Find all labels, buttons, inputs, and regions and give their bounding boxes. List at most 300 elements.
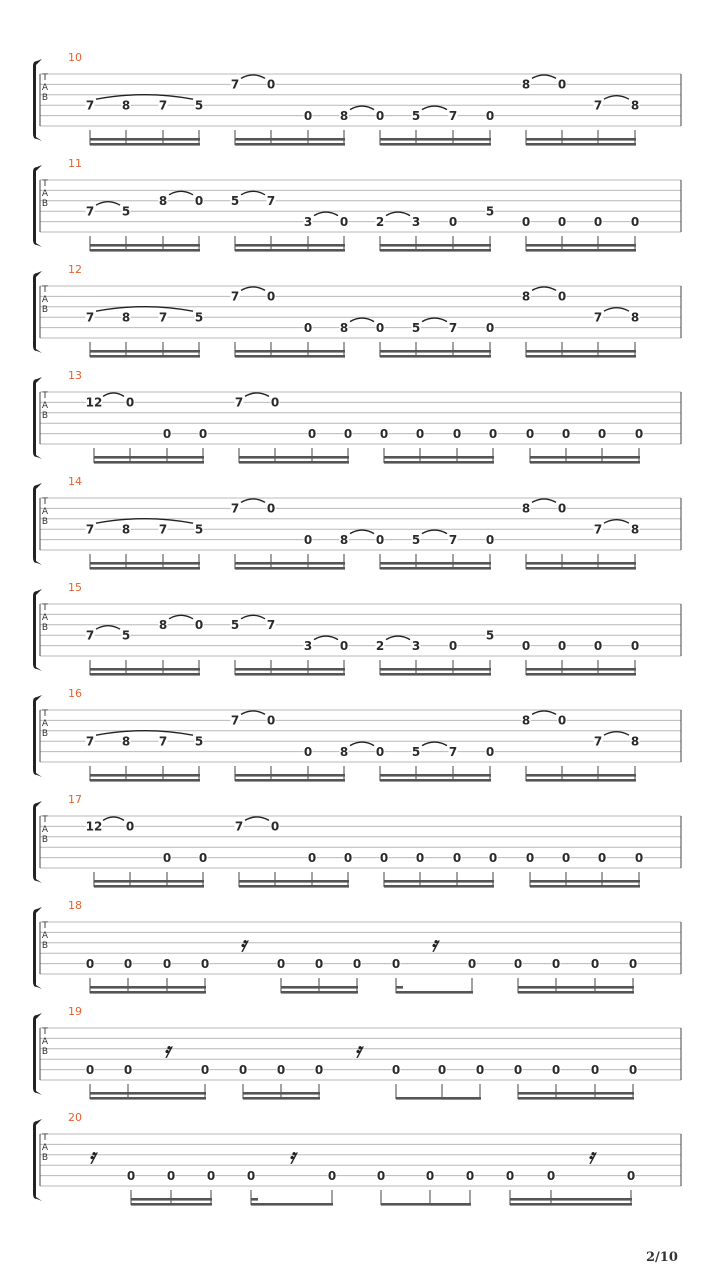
fret-number: 3 xyxy=(303,638,313,653)
tie-arc xyxy=(422,530,447,534)
tab-clef-letter: A xyxy=(41,295,49,305)
note-beam xyxy=(380,774,491,777)
system-bracket xyxy=(33,801,42,883)
fret-number: 0 xyxy=(485,532,495,547)
tab-clef-letter: B xyxy=(41,1047,49,1057)
note-beam xyxy=(526,350,636,353)
tie-arc xyxy=(422,742,447,746)
note-beam xyxy=(90,1097,206,1100)
note-beam xyxy=(526,244,636,247)
note-beam xyxy=(90,244,200,247)
staff-system xyxy=(33,687,681,782)
fret-number: 5 xyxy=(485,628,495,643)
fret-number: 0 xyxy=(475,1062,485,1077)
sixteenth-rest: 𝄿 xyxy=(239,931,247,956)
note-beam xyxy=(239,880,349,883)
fret-number: 5 xyxy=(121,204,131,219)
tie-arc xyxy=(350,318,374,322)
note-beam xyxy=(131,1198,212,1201)
fret-number: 0 xyxy=(303,320,313,335)
fret-number: 7 xyxy=(85,522,95,537)
tie-arc xyxy=(241,711,265,715)
note-beam xyxy=(90,138,200,141)
tab-clef-letter: B xyxy=(41,93,49,103)
note-beam xyxy=(90,350,200,353)
note-beam xyxy=(90,1092,206,1095)
note-beam xyxy=(131,1203,212,1206)
measure-number: 17 xyxy=(68,793,82,806)
fret-number: 7 xyxy=(266,194,276,209)
tie-arc xyxy=(241,287,265,291)
tie-arc xyxy=(604,520,629,524)
fret-number: 0 xyxy=(166,1168,176,1183)
note-beam xyxy=(239,456,349,459)
note-beam xyxy=(90,668,200,671)
tie-arc xyxy=(604,96,629,100)
measure-number: 18 xyxy=(68,899,82,912)
fret-number: 0 xyxy=(513,1062,523,1077)
tie-arc xyxy=(532,287,556,291)
fret-number: 7 xyxy=(158,98,168,113)
fret-number: 0 xyxy=(238,1062,248,1077)
tie-arc xyxy=(169,615,193,619)
note-beam xyxy=(526,779,636,782)
fret-number: 0 xyxy=(557,77,567,92)
note-beam xyxy=(380,249,491,252)
fret-number: 0 xyxy=(162,426,172,441)
tab-clef-letter: B xyxy=(41,199,49,209)
fret-number: 7 xyxy=(158,310,168,325)
tie-arc xyxy=(241,499,265,503)
fret-number: 0 xyxy=(352,956,362,971)
fret-number: 0 xyxy=(200,956,210,971)
tie-arc xyxy=(350,742,374,746)
fret-number: 0 xyxy=(266,77,276,92)
note-beam xyxy=(510,1203,632,1206)
tie-arc xyxy=(245,817,269,821)
note-beam xyxy=(384,885,494,888)
system-bracket xyxy=(33,271,42,353)
note-beam xyxy=(239,885,349,888)
fret-number: 8 xyxy=(121,522,131,537)
fret-number: 0 xyxy=(266,501,276,516)
measure-number: 11 xyxy=(68,157,82,170)
fret-number: 0 xyxy=(415,426,425,441)
fret-number: 0 xyxy=(593,638,603,653)
note-beam xyxy=(94,461,204,464)
fret-number: 5 xyxy=(194,310,204,325)
fret-number: 8 xyxy=(630,734,640,749)
tab-clef-letter: T xyxy=(42,285,48,295)
fret-number: 2 xyxy=(375,214,385,229)
note-beam xyxy=(380,668,491,671)
measure-number: 12 xyxy=(68,263,82,276)
fret-number: 7 xyxy=(448,108,458,123)
fret-number: 0 xyxy=(505,1168,515,1183)
staff-system xyxy=(33,1005,681,1100)
fret-number: 0 xyxy=(634,426,644,441)
note-beam-stub xyxy=(396,986,403,989)
system-bracket xyxy=(33,483,42,565)
fret-number: 0 xyxy=(85,956,95,971)
fret-number: 0 xyxy=(525,426,535,441)
note-beam xyxy=(526,673,636,676)
system-bracket xyxy=(33,377,42,459)
fret-number: 0 xyxy=(339,214,349,229)
fret-number: 0 xyxy=(125,395,135,410)
note-beam xyxy=(380,567,491,570)
tie-arc xyxy=(96,202,120,206)
fret-number: 0 xyxy=(314,956,324,971)
note-beam xyxy=(235,355,345,358)
tab-clef-letter: A xyxy=(41,825,49,835)
fret-number: 5 xyxy=(411,108,421,123)
fret-number: 0 xyxy=(123,1062,133,1077)
tab-clef-letter: A xyxy=(41,1037,49,1047)
note-beam xyxy=(380,779,491,782)
fret-number: 5 xyxy=(230,194,240,209)
note-beam xyxy=(235,350,345,353)
measure-number: 14 xyxy=(68,475,82,488)
note-beam xyxy=(90,355,200,358)
fret-number: 7 xyxy=(158,734,168,749)
tie-arc xyxy=(532,75,556,79)
note-beam xyxy=(243,1092,320,1095)
staff-system xyxy=(33,369,681,464)
fret-number: 0 xyxy=(200,1062,210,1077)
note-beam xyxy=(526,249,636,252)
fret-number: 0 xyxy=(375,108,385,123)
fret-number: 0 xyxy=(551,1062,561,1077)
staff-system xyxy=(33,899,681,994)
note-beam xyxy=(380,143,491,146)
note-beam xyxy=(526,668,636,671)
fret-number: 5 xyxy=(485,204,495,219)
fret-number: 0 xyxy=(206,1168,216,1183)
fret-number: 0 xyxy=(485,744,495,759)
fret-number: 0 xyxy=(125,819,135,834)
fret-number: 0 xyxy=(630,214,640,229)
tie-arc xyxy=(532,711,556,715)
fret-number: 0 xyxy=(343,426,353,441)
sixteenth-rest: 𝄿 xyxy=(88,1143,96,1168)
note-beam xyxy=(518,991,634,994)
tie-arc xyxy=(96,307,193,312)
note-beam xyxy=(235,673,345,676)
fret-number: 0 xyxy=(557,638,567,653)
note-beam xyxy=(235,774,345,777)
fret-number: 8 xyxy=(521,289,531,304)
fret-number: 0 xyxy=(266,289,276,304)
staff-system xyxy=(33,157,681,252)
fret-number: 0 xyxy=(270,819,280,834)
tab-clef-letter: T xyxy=(42,709,48,719)
note-beam xyxy=(239,461,349,464)
tab-clef-letter: B xyxy=(41,517,49,527)
note-beam xyxy=(380,138,491,141)
fret-number: 0 xyxy=(485,320,495,335)
note-beam xyxy=(235,567,345,570)
fret-number: 5 xyxy=(121,628,131,643)
tab-clef-letter: T xyxy=(42,179,48,189)
fret-number: 0 xyxy=(488,850,498,865)
fret-number: 0 xyxy=(521,638,531,653)
fret-number: 0 xyxy=(391,1062,401,1077)
note-beam xyxy=(526,143,636,146)
tab-clef-letter: B xyxy=(41,411,49,421)
sixteenth-rest: 𝄿 xyxy=(163,1037,171,1062)
fret-number: 8 xyxy=(339,320,349,335)
tie-arc xyxy=(604,732,629,736)
tab-clef-letter: A xyxy=(41,719,49,729)
tab-clef-letter: A xyxy=(41,401,49,411)
tab-clef-letter: A xyxy=(41,931,49,941)
fret-number: 0 xyxy=(557,289,567,304)
fret-number: 0 xyxy=(375,744,385,759)
fret-number: 0 xyxy=(590,956,600,971)
fret-number: 0 xyxy=(303,108,313,123)
fret-number: 0 xyxy=(628,956,638,971)
fret-number: 0 xyxy=(626,1168,636,1183)
tie-arc xyxy=(96,519,193,524)
tie-arc xyxy=(245,393,269,397)
fret-number: 0 xyxy=(452,426,462,441)
note-beam xyxy=(384,461,494,464)
note-beam xyxy=(518,1097,634,1100)
note-beam xyxy=(384,456,494,459)
tab-clef-letter: T xyxy=(42,921,48,931)
fret-number: 0 xyxy=(415,850,425,865)
tie-arc xyxy=(96,95,193,100)
fret-number: 8 xyxy=(121,98,131,113)
note-beam xyxy=(526,774,636,777)
fret-number: 8 xyxy=(630,522,640,537)
note-beam xyxy=(281,986,358,989)
note-beam xyxy=(518,986,634,989)
fret-number: 12 xyxy=(85,819,103,834)
fret-number: 0 xyxy=(327,1168,337,1183)
fret-number: 0 xyxy=(546,1168,556,1183)
staff-system xyxy=(33,475,681,570)
fret-number: 0 xyxy=(375,320,385,335)
measure-number: 10 xyxy=(68,51,82,64)
note-beam xyxy=(526,138,636,141)
fret-number: 5 xyxy=(194,98,204,113)
fret-number: 7 xyxy=(158,522,168,537)
note-beam xyxy=(235,562,345,565)
tie-arc xyxy=(604,308,629,312)
fret-number: 0 xyxy=(276,956,286,971)
note-beam xyxy=(90,143,200,146)
note-beam xyxy=(518,1092,634,1095)
tab-clef-letter: T xyxy=(42,603,48,613)
tie-arc xyxy=(422,318,447,322)
fret-number: 0 xyxy=(375,532,385,547)
fret-number: 0 xyxy=(303,532,313,547)
fret-number: 0 xyxy=(525,850,535,865)
note-beam xyxy=(380,355,491,358)
fret-number: 0 xyxy=(314,1062,324,1077)
fret-number: 5 xyxy=(411,744,421,759)
fret-number: 8 xyxy=(521,77,531,92)
note-beam xyxy=(530,885,640,888)
note-beam xyxy=(90,249,200,252)
system-bracket xyxy=(33,695,42,777)
fret-number: 0 xyxy=(597,850,607,865)
system-bracket xyxy=(33,907,42,989)
staff-system xyxy=(33,263,681,358)
tab-clef-letter: T xyxy=(42,1133,48,1143)
fret-number: 3 xyxy=(303,214,313,229)
fret-number: 7 xyxy=(448,320,458,335)
fret-number: 8 xyxy=(158,618,168,633)
note-beam-stub xyxy=(251,1198,258,1201)
fret-number: 0 xyxy=(246,1168,256,1183)
fret-number: 0 xyxy=(343,850,353,865)
fret-number: 7 xyxy=(234,819,244,834)
fret-number: 5 xyxy=(411,320,421,335)
note-beam xyxy=(442,1097,481,1100)
sixteenth-rest: 𝄿 xyxy=(587,1143,595,1168)
tie-arc xyxy=(241,191,265,195)
fret-number: 12 xyxy=(85,395,103,410)
note-beam xyxy=(430,1203,471,1206)
fret-number: 8 xyxy=(339,108,349,123)
fret-number: 8 xyxy=(521,713,531,728)
tab-clef-letter: A xyxy=(41,1143,49,1153)
staff-system xyxy=(33,793,681,888)
tab-clef-letter: B xyxy=(41,1153,49,1163)
fret-number: 7 xyxy=(448,532,458,547)
fret-number: 7 xyxy=(593,734,603,749)
note-beam xyxy=(90,774,200,777)
fret-number: 7 xyxy=(85,98,95,113)
fret-number: 0 xyxy=(448,214,458,229)
fret-number: 8 xyxy=(630,310,640,325)
measure-number: 13 xyxy=(68,369,82,382)
note-beam xyxy=(530,461,640,464)
fret-number: 0 xyxy=(597,426,607,441)
tab-clef-letter: T xyxy=(42,1027,48,1037)
fret-number: 5 xyxy=(194,522,204,537)
note-beam xyxy=(90,779,200,782)
system-bracket xyxy=(33,59,42,141)
note-beam xyxy=(235,143,345,146)
note-beam xyxy=(90,567,200,570)
fret-number: 7 xyxy=(85,628,95,643)
note-beam xyxy=(94,880,204,883)
note-beam xyxy=(235,668,345,671)
fret-number: 0 xyxy=(485,108,495,123)
measure-number: 15 xyxy=(68,581,82,594)
fret-number: 0 xyxy=(521,214,531,229)
staff-system xyxy=(33,581,681,676)
tab-clef-letter: B xyxy=(41,941,49,951)
note-beam xyxy=(243,1097,320,1100)
sixteenth-rest: 𝄿 xyxy=(354,1037,362,1062)
fret-number: 3 xyxy=(411,638,421,653)
note-beam xyxy=(90,986,206,989)
fret-number: 5 xyxy=(411,532,421,547)
fret-number: 0 xyxy=(194,618,204,633)
fret-number: 0 xyxy=(628,1062,638,1077)
note-beam xyxy=(235,138,345,141)
fret-number: 8 xyxy=(121,310,131,325)
fret-number: 8 xyxy=(630,98,640,113)
fret-number: 0 xyxy=(85,1062,95,1077)
fret-number: 0 xyxy=(123,956,133,971)
fret-number: 7 xyxy=(266,618,276,633)
note-beam xyxy=(384,880,494,883)
measure-number: 19 xyxy=(68,1005,82,1018)
fret-number: 0 xyxy=(198,426,208,441)
fret-number: 0 xyxy=(194,194,204,209)
sixteenth-rest: 𝄿 xyxy=(430,931,438,956)
fret-number: 5 xyxy=(194,734,204,749)
fret-number: 8 xyxy=(158,194,168,209)
system-bracket xyxy=(33,589,42,671)
tab-clef-letter: A xyxy=(41,507,49,517)
fret-number: 7 xyxy=(234,395,244,410)
system-bracket xyxy=(33,1013,42,1095)
note-beam xyxy=(526,562,636,565)
fret-number: 8 xyxy=(121,734,131,749)
tie-arc xyxy=(96,731,193,736)
fret-number: 0 xyxy=(561,426,571,441)
tie-arc xyxy=(350,530,374,534)
tie-arc xyxy=(386,636,410,640)
fret-number: 0 xyxy=(391,956,401,971)
fret-number: 0 xyxy=(448,638,458,653)
tab-clef-letter: B xyxy=(41,729,49,739)
staff-system xyxy=(33,1111,681,1206)
fret-number: 0 xyxy=(465,1168,475,1183)
fret-number: 8 xyxy=(339,532,349,547)
tab-clef-letter: B xyxy=(41,305,49,315)
fret-number: 0 xyxy=(162,956,172,971)
fret-number: 8 xyxy=(339,744,349,759)
note-beam xyxy=(396,991,473,994)
note-beam xyxy=(90,991,206,994)
fret-number: 0 xyxy=(303,744,313,759)
fret-number: 0 xyxy=(126,1168,136,1183)
tab-clef-letter: B xyxy=(41,623,49,633)
system-bracket xyxy=(33,165,42,247)
fret-number: 0 xyxy=(437,1062,447,1077)
fret-number: 0 xyxy=(270,395,280,410)
fret-number: 0 xyxy=(630,638,640,653)
fret-number: 7 xyxy=(85,734,95,749)
measure-number: 16 xyxy=(68,687,82,700)
fret-number: 0 xyxy=(557,713,567,728)
note-beam xyxy=(530,456,640,459)
note-beam xyxy=(90,562,200,565)
tie-arc xyxy=(241,615,265,619)
fret-number: 0 xyxy=(379,426,389,441)
fret-number: 7 xyxy=(593,522,603,537)
fret-number: 0 xyxy=(634,850,644,865)
fret-number: 0 xyxy=(593,214,603,229)
tie-arc xyxy=(314,212,338,216)
fret-number: 0 xyxy=(307,850,317,865)
staff-system xyxy=(33,51,681,146)
tab-clef-letter: T xyxy=(42,73,48,83)
tab-clef-letter: T xyxy=(42,391,48,401)
note-beam xyxy=(235,249,345,252)
fret-number: 3 xyxy=(411,214,421,229)
tie-arc xyxy=(532,499,556,503)
fret-number: 0 xyxy=(339,638,349,653)
